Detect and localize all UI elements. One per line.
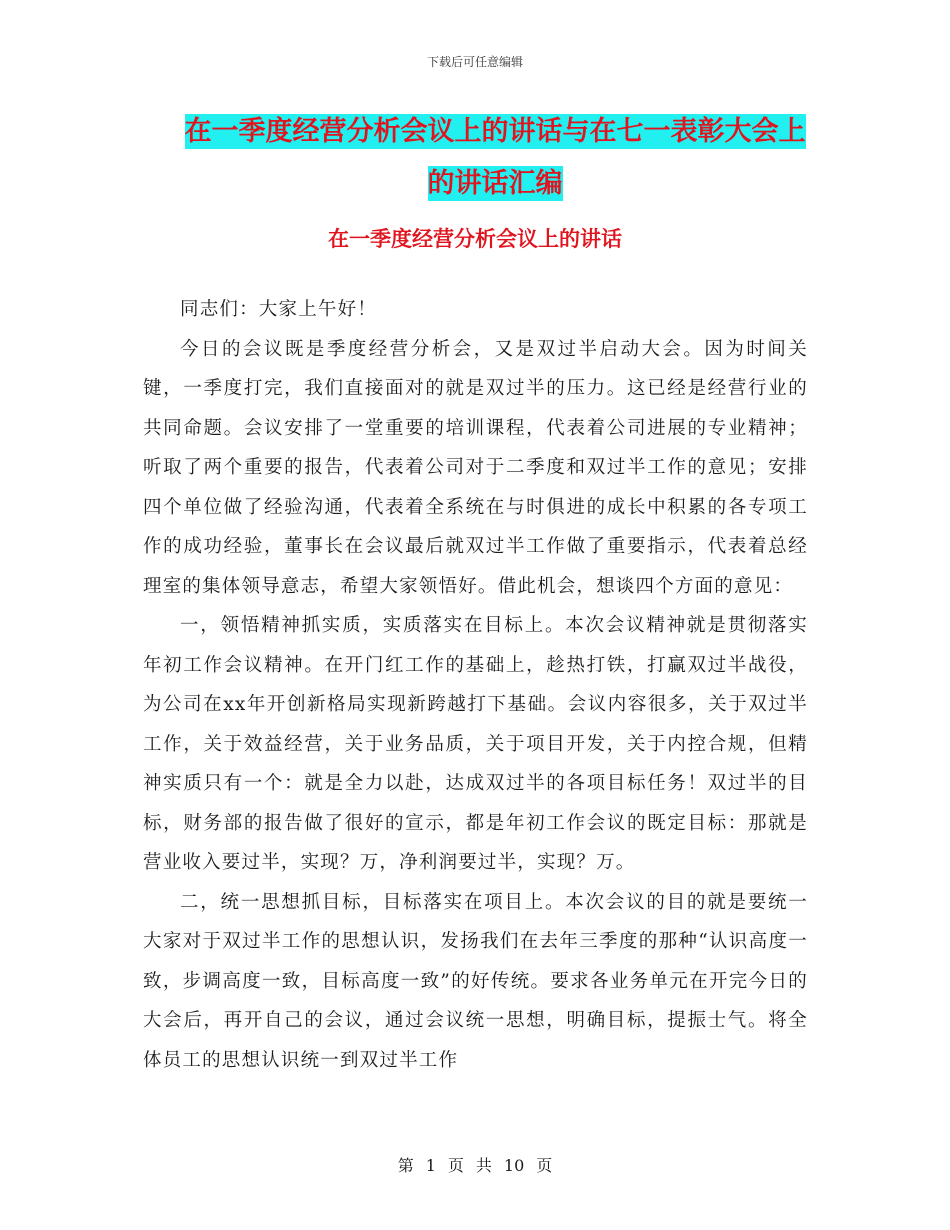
footer-page-mid: 页 <box>447 1156 464 1175</box>
section-title: 在一季度经营分析会议上的讲话 <box>328 226 622 251</box>
paragraph-greeting: 同志们：大家上午好！ <box>180 299 378 320</box>
footer-page-number: 1 <box>425 1156 436 1175</box>
paragraph: 今日的会议既是季度经营分析会，又是双过半启动大会。因为时间关键，一季度打完，我们直接面对的就是双过半的压力。这已经是经营行业的共同命题。会议安排了一堂重要的培训课程，代表着公司进展的专业精神；听取了两个重要的报告，代表着公司对于二季度和双过半工作的意见；安排四个单位做了经验沟通，代表着全系统在与时俱进的成长中积累的各专项工作的成功经验，董事长在会议最后就双过半工作做了重要指示，代表着总经理室的集体领导意志，希望大家领悟好。借此机会，想谈四个方面的意见： <box>143 338 808 597</box>
document-title <box>100 106 890 210</box>
paragraph: 二，统一思想抓目标，目标落实在项目上。本次会议的目的就是要统一大家对于双过半工作的思想认识，发扬我们在去年三季度的那种“认识高度一致，步调高度一致，目标高度一致”的好传统。要求各业务单元在开完今日的大会后，再开自己的会议，通过会议统一思想，明确目标，提振士气。将全体员工的思想认识统一到双过半工作 <box>143 891 808 1071</box>
footer-total-pages: 10 <box>503 1156 525 1175</box>
footer-total-prefix: 共 <box>475 1156 492 1175</box>
document-title-line-1: 在一季度经营分析会议上的讲话与在七一表彰大会上 <box>184 116 806 147</box>
footer-page-prefix: 第 <box>397 1156 414 1175</box>
document-body <box>143 290 808 1080</box>
footer-page-suffix: 页 <box>536 1156 553 1175</box>
document-title-line-2: 的讲话汇编 <box>427 168 563 199</box>
page-footer <box>0 1153 950 1176</box>
header-note: 下载后可任意编辑 <box>426 55 523 69</box>
paragraph: 一，领悟精神抓实质，实质落实在目标上。本次会议精神就是贯彻落实年初工作会议精神。在开门红工作的基础上，趁热打铁，打赢双过半战役，为公司在xx年开创新格局实现新跨越打下基础。会议内容很多，关于双过半工作，关于效益经营，关于业务品质，关于项目开发，关于内控合规，但精神实质只有一个：就是全力以赴，达成双过半的各项目标任务！双过半的目标，财务部的报告做了很好的宣示，都是年初工作会议的既定目标：那就是营业收入要过半，实现？万，净利润要过半，实现？万。 <box>143 615 808 873</box>
